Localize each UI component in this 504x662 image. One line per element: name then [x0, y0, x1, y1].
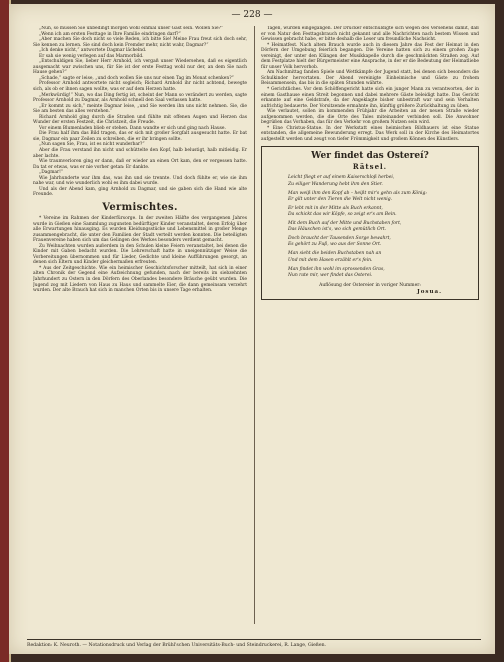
paragraph: * Gerichtliches. Vor dem Schöffengericht hatte sich ein junger Mann zu verantworten, der in einem Gasthause einen Streit begonnen und dabei mehrere Gäste beleidigt hatte. Das Gericht erkannte auf eine Geldstrafe, da der Angeklagte bisher unbestraft war und sein Verhalten aufrichtig bedauerte. Der Vorsitzende ermahnte ihn, künftig größere Zurückhaltung zu üben. — [261, 87, 479, 109]
verse-line: Und mit dem Hasen erzählt er's fein. — [288, 257, 373, 263]
paragraph: „Nun sagen Sie, Frau, ist es nicht wunderbar?“ — [39, 142, 145, 148]
right-column — [261, 26, 479, 624]
paragraph: „Schade,“ sagte er leise, „und doch wollen Sie uns nur einen Tag im Monat schenken?“ — [39, 75, 234, 81]
book-binding — [0, 0, 9, 662]
paragraph: Wie traumverloren ging er dann, daß er wieder an einen Ort kam, den er vergessen hatte. Da tat er etwas, was er nie vorher getan: Er dankte. — [33, 159, 247, 170]
paragraph: „Nun, so müssen Sie unbedingt morgen wohl einmal unser Gast sein. Wollen Sie?“ — [39, 26, 224, 31]
paragraph: * Eine Christus-Statue. In der Werkstatt eines heimischen Bildhauers ist eine Statue entstanden, die allgemeine Bewunderung erregt. Das Werk soll in der Kirche des Heimatortes aufgestellt werden und zeugt von tiefer Frömmigkeit und großem Können des Künstlers. — [261, 125, 479, 142]
verse-line: Doch braucht der Tausenden Sorge bewahrt, — [288, 236, 391, 242]
verse-line: Zu eiliger Wanderung hebt ihm den Stier. — [288, 181, 383, 187]
stanza — [268, 221, 472, 233]
paragraph: Richard Arnhold ging durch die Straßen und fühlte mit offenen Augen und Herzen das Wunder der ersten Festzeit, die Christzeit, die Freude. — [33, 114, 247, 126]
newspaper-page — [9, 4, 495, 654]
paragraph: * Heimatfest. Nach altem Brauch wurde auch in diesem Jahre das Fest der Heimat in den Dörfern der Umgebung feierlich begangen. Die Vereine hatten sich zu einem großen Zuge vereinigt, der unter den Klängen der Musikkapelle durch die geschmückten Straßen zog. Auf dem Festplatze hielt der Bürgermeister eine Ansprache, in der er die Bedeutung der Heimatliebe für unser Volk hervorhob. — [261, 42, 479, 70]
paragraph: Am Nachmittag fanden Spiele und Wettkämpfe der Jugend statt, bei denen sich besonders die Schulkinder hervortaten. Der Abend vereinigte Einheimische und Gäste zu frohem Beisammensein, das bis in die späten Stunden währte. — [261, 70, 479, 87]
story-continuation — [33, 26, 247, 198]
paragraph: „Er kommt zu sich,“ meinte Dagmar leise, „und Sie werden ihn uns nicht nehmen. Sie, die Sie am besten das alles verstehen.“ — [33, 103, 247, 115]
page-number: — 228 — — [231, 10, 273, 20]
stanza — [268, 267, 472, 279]
verse-line: Man findet ihn wohl im sprossenden Gras, — [288, 266, 385, 272]
paragraph: Vor einem Blumenladen blieb er stehen. Dann wandte er sich und ging nach Hause. — [39, 125, 226, 131]
stanza — [268, 191, 472, 203]
paragraph: Und als der Abend kam, ging Arnhold zu Dagmar, und sie gaben sich die Hand wie alte Freunde. — [33, 186, 247, 198]
paragraph: „Merkwürdig!“ Nun, wo das Ding fertig ist, scheint der Mann so verändert zu werden, sagte Professor Arnhold zu Dagmar, als Arnhold schnell den Saal verlassen hatte. — [33, 92, 247, 104]
poem-box — [261, 146, 479, 299]
paragraph: „Entschuldigen Sie, lieber Herr Arnhold, ich vergaß unser Wiedersehen, daß es eigentlich ausgemacht war zwischen uns, für Sie ist der erste Festtag wohl nur der, an dem Sie nach Hause gehen?“ — [33, 59, 247, 76]
paragraph: Die Frau half ihm das Bild tragen, das er sich mit großer Sorgfalt ausgesucht hatte. Er bat sie, Dagmar ein paar Zeilen zu schreiben, die er ihr bringen sollte. — [33, 131, 247, 142]
poem-author: Josua. — [417, 288, 442, 295]
miscellany-section — [33, 216, 247, 294]
verse-line: Mit dem Buch auf der Mitte und Buchstaben fort, — [288, 221, 402, 227]
paragraph: Zu Weihnachten wurden außerdem in den Schulen kleine Feiern veranstaltet, bei denen die Kinder mit Gaben bedacht wurden. Die Lehrerschaft hatte in uneigennütziger Weise die Vorbereitungen übernommen und für Lieder, Gedichte und kleine Aufführungen gesorgt, an denen sich Eltern und Kinder gleichermaßen erfreuten. — [33, 243, 247, 266]
stanza — [268, 236, 472, 248]
verse-line: Nun rate mir, wer findet das Osterei. — [288, 272, 373, 278]
paragraph: * Aus der Zeitgeschichte. Wie ein heimischer Geschichtsforscher mitteilt, hat sich in einer alten Chronik der Gegend eine Aufzeichnung gefunden, nach der bereits im siebzehnten Jahrhundert zu Ostern in den Dörfern des Oberlandes besondere Bräuche geübt wurden. Die Jugend zog mit Liedern von Haus zu Haus und sammelte Eier, die dann gemeinsam verzehrt wurden. Der alte Brauch hat sich in manchen Orten bis in unsere Tage erhalten. — [33, 265, 247, 294]
paragraph: Aber die Frau verstand ihn nicht und schüttelte den Kopf, halb belustigt, halb mitleidig. Er aber lachte. — [33, 148, 247, 159]
paragraph: Er sah sie wenig verlegen auf das Marmorbild. — [39, 53, 144, 59]
news-items — [261, 26, 479, 142]
stanza — [268, 251, 472, 263]
verse-line: Es gehört zu Fuß, wo aus der Sonne Ort. — [288, 242, 382, 248]
paragraph: Wie Jahrhunderte war ihm das, was ihn und sie trennte. Und doch fühlte er, wie sie ihm nahe war, und wie wunderlich wohl es ihm dabei wurde. — [33, 175, 247, 187]
stanza — [268, 206, 472, 218]
paragraph: „Dagmar!“ — [39, 170, 64, 176]
verse-line: Man weiß ihm den Kopf ab – heißt mir's gehn als zum König: — [288, 190, 427, 196]
imprint-footer: Redaktion: K. Neuroth. — Notationsdruck und Verlag der Brühl'schen Universitäts-Buch- und Steindruckerei, R. Lange, Gießen. — [27, 639, 481, 648]
verse-line: Da schickt das wir Köpfe, so zeigt er's am Bein. — [288, 211, 397, 217]
verse-line: Das Häuschen ist's, wo sich gemütlich Ort. — [288, 227, 387, 233]
poem-subtitle: Rätsel. — [352, 162, 388, 172]
paragraph: „Wenn ich am ersten Festtage in Ihre Familie eindringen darf?“ — [39, 31, 181, 37]
verse-line: Man sieht die beiden Buchstaben nah an — [288, 251, 382, 257]
paragraph: Tagen, wurden eingegangen. Der Drucker entschuldigte sich wegen des Versehens damit, daß er von Natur den Festtagsbrauch nicht gekannt und alle Nachrichten nach bestem Wissen und Gewissen gebracht habe, er bitte deshalb die Leser um freundliche Nachsicht. — [261, 26, 479, 43]
column-divider — [254, 26, 255, 624]
stanza — [268, 175, 472, 187]
paragraph: Professor Arnhold antwortete nicht sogleich; Richard Arnhold ihr nicht achtend, bewegte sich, als ob er ihnen sagen wollte, was er auf dem Herzen hatte. — [33, 81, 247, 93]
poem-title: Wer findet das Ostereí? — [311, 151, 429, 162]
left-column — [33, 26, 247, 624]
verse-line: Leicht fliegt er auf einem Kaiserschloß herbei, — [288, 175, 395, 181]
solution-note: Auflösung der Ostereier in voriger Nummer: — [319, 282, 421, 288]
paragraph: * Vereine im Rahmen der Kinderfürsorge. In der zweiten Hälfte des vergangenen Jahres wurde in Gießen eine Sammlung zugunsten bedürftiger Kinder veranstaltet, deren Erfolg über alle Erwartungen hinausging. Es wurden Kleidungsstücke und Lebensmittel in großer Menge zusammengebracht, die unter den Familien der Stadt verteilt werden konnten. Die beteiligten Frauenvereine haben sich um das Gelingen des Werkes besonders verdient gemacht. — [33, 215, 247, 244]
paragraph: „Aber machen Sie doch nicht so viele Reden, ich bitte Sie! Meine Frau freut sich doch sehr, Sie kennen zu lernen. Sie sind doch kein Fremder mehr, nicht wahr, Dagmar?“ — [33, 37, 247, 48]
paragraph: Wie verlautet, sollen im kommenden Frühjahr die Arbeiten an der neuen Straße wieder aufgenommen werden, die die Orte des Tales miteinander verbinden soll. Die Anwohner begrüßen das Vorhaben, das für den Verkehr von großem Nutzen sein wird. — [261, 109, 479, 126]
section-heading: Vermischtes. — [102, 201, 178, 213]
verse-line: Er lebt mit in der Mitte als Buch erkannt, — [288, 205, 383, 211]
paragraph: „Ich denke nicht,“ antwortete Dagmar lächelnd. — [39, 48, 147, 54]
verse-line: Er gilt unter den Tieren die Welt nicht wenig. — [288, 196, 393, 202]
